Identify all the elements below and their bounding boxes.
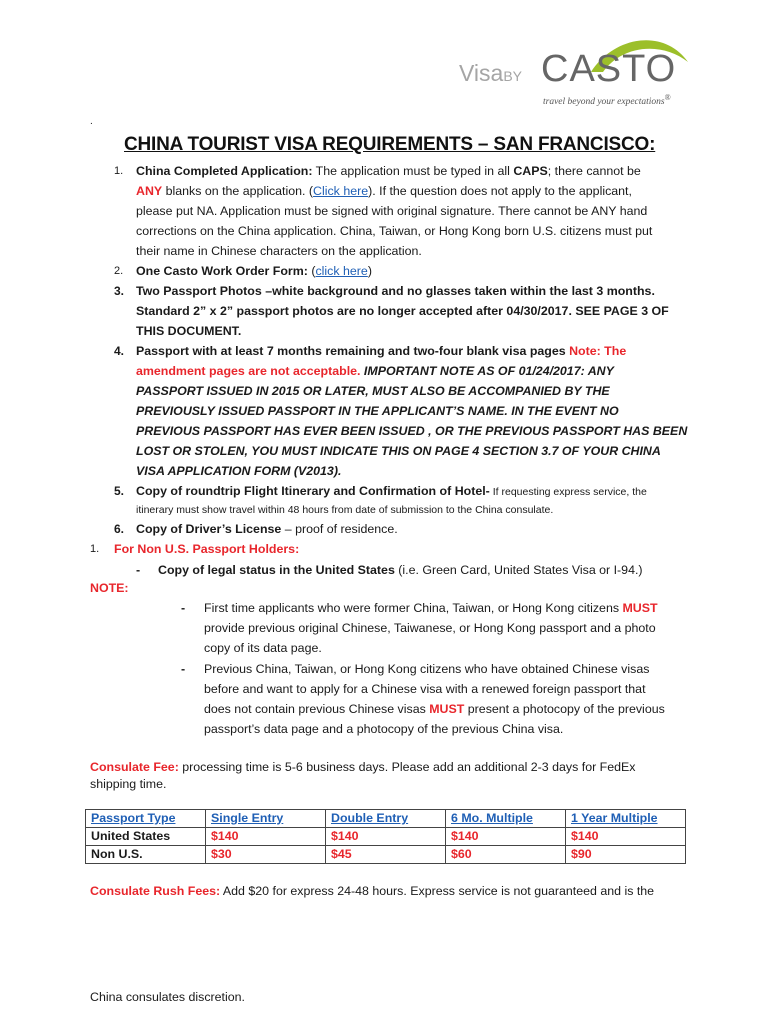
table-header: Double Entry: [326, 810, 446, 828]
table-header: 6 Mo. Multiple: [446, 810, 566, 828]
table-header: 1 Year Multiple: [566, 810, 686, 828]
bullet-dash: -: [181, 601, 186, 615]
item-number: 1.: [114, 165, 124, 177]
bullet-1-line-3: copy of its data page.: [204, 641, 322, 655]
bullet-2-line-2: before and want to apply for a Chinese visa with a renewed foreign passport that: [204, 682, 646, 696]
table-cell: $140: [326, 828, 446, 846]
item-5-line-2: itinerary must show travel within 48 hours from date of submission to the China consulate.: [136, 504, 554, 516]
table-cell: $45: [326, 846, 446, 864]
consulate-fee-line-1: Consulate Fee: processing time is 5-6 business days. Please add an additional 2-3 days for FedEx: [90, 760, 636, 774]
work-order-link[interactable]: click here: [315, 264, 368, 278]
item-number: 1.: [90, 543, 100, 555]
table-header: Single Entry: [206, 810, 326, 828]
item-number: 2.: [114, 265, 124, 277]
item-1-line-2: ANY blanks on the application. (Click here). If the question does not apply to the applicant,: [136, 184, 632, 198]
page-title: CHINA TOURIST VISA REQUIREMENTS – SAN FRANCISCO:: [124, 134, 656, 155]
table-row: [86, 846, 686, 864]
item-2: One Casto Work Order Form: (click here): [136, 264, 372, 278]
item-4-line-6: LOST OR STOLEN, YOU MUST INDICATE THIS ON PAGE 4 SECTION 3.7 OF YOUR CHINA: [136, 444, 661, 458]
table-cell: $140: [566, 828, 686, 846]
item-4-line-4: PREVIOUSLY ISSUED PASSPORT IN THE APPLICANT’S NAME. IN THE EVENT NO: [136, 404, 619, 418]
table-row: [86, 828, 686, 846]
table-cell: $30: [206, 846, 326, 864]
item-number: 4.: [114, 344, 125, 358]
table-cell: Non U.S.: [86, 846, 206, 864]
bullet-1-line-1: First time applicants who were former China, Taiwan, or Hong Kong citizens MUST: [204, 601, 658, 615]
table-cell: $60: [446, 846, 566, 864]
item-4-line-5: PREVIOUS PASSPORT HAS EVER BEEN ISSUED , OR THE PREVIOUS PASSPORT HAS BEEN: [136, 424, 688, 438]
legal-status: Copy of legal status in the United States (i.e. Green Card, United States Visa or I-94.): [158, 563, 643, 577]
stray-dot: .: [90, 116, 93, 127]
bullet-dash: -: [181, 662, 186, 676]
consulate-fee-line-2: shipping time.: [90, 777, 167, 791]
fee-table: [85, 809, 686, 864]
table-cell: $140: [446, 828, 566, 846]
bullet-2-line-1: Previous China, Taiwan, or Hong Kong citizens who have obtained Chinese visas: [204, 662, 650, 676]
table-header-row: [86, 810, 686, 828]
footer-text: China consulates discretion.: [90, 990, 245, 1004]
item-1-line-5: their name in Chinese characters on the application.: [136, 244, 422, 258]
item-number: 5.: [114, 484, 125, 498]
item-non-us-holders: For Non U.S. Passport Holders:: [114, 542, 300, 556]
application-link[interactable]: Click here: [313, 184, 369, 198]
rush-fees: Consulate Rush Fees: Add $20 for express 24-48 hours. Express service is not guaranteed and is the: [90, 884, 655, 898]
item-6: Copy of Driver’s License – proof of residence.: [136, 522, 398, 536]
bullet-1-line-2: provide previous original Chinese, Taiwanese, or Hong Kong passport and a photo: [204, 621, 656, 635]
item-1-line-1: China Completed Application: The application must be typed in all CAPS; there cannot be: [136, 164, 641, 178]
note-label: NOTE:: [90, 581, 129, 595]
item-number: 3.: [114, 284, 125, 298]
table-cell: United States: [86, 828, 206, 846]
logo-casto: CASTO: [541, 48, 677, 90]
item-number: 6.: [114, 522, 125, 536]
item-4-line-1: Passport with at least 7 months remaining and two-four blank visa pages Note: The: [136, 344, 627, 358]
item-5-line-1: Copy of roundtrip Flight Itinerary and Confirmation of Hotel- If requesting express service, the: [136, 484, 647, 498]
table-cell: $140: [206, 828, 326, 846]
item-4-line-7: VISA APPLICATION FORM (V2013).: [136, 464, 342, 478]
logo-tagline: travel beyond your expectations®: [543, 93, 671, 108]
legal-dash: -: [136, 563, 141, 577]
item-1-line-4: corrections on the China application. China, Taiwan, or Hong Kong born U.S. citizens must put: [136, 224, 653, 238]
item-4-line-2: amendment pages are not acceptable. IMPORTANT NOTE AS OF 01/24/2017: ANY: [136, 364, 614, 378]
item-3-line-3: THIS DOCUMENT.: [136, 324, 242, 338]
item-1-line-3: please put NA. Application must be signed with original signature. There cannot be ANY hand: [136, 204, 648, 218]
item-4-line-3: PASSPORT ISSUED IN 2015 OR LATER, MUST ALSO BE ACCOMPANIED BY THE: [136, 384, 610, 398]
item-3-line-2: Standard 2” x 2” passport photos are no longer accepted after 04/30/2017. SEE PAGE 3 OF: [136, 304, 669, 318]
table-header: Passport Type: [86, 810, 206, 828]
logo-visa: VisaBY: [459, 60, 523, 86]
table-cell: $90: [566, 846, 686, 864]
casto-logo: [455, 30, 695, 110]
bullet-2-line-3: does not contain previous Chinese visas MUST present a photocopy of the previous: [204, 702, 665, 716]
bullet-2-line-4: passport’s data page and a photocopy of the previous China visa.: [204, 722, 564, 736]
item-3-line-1: Two Passport Photos –white background and no glasses taken within the last 3 months.: [136, 284, 655, 298]
